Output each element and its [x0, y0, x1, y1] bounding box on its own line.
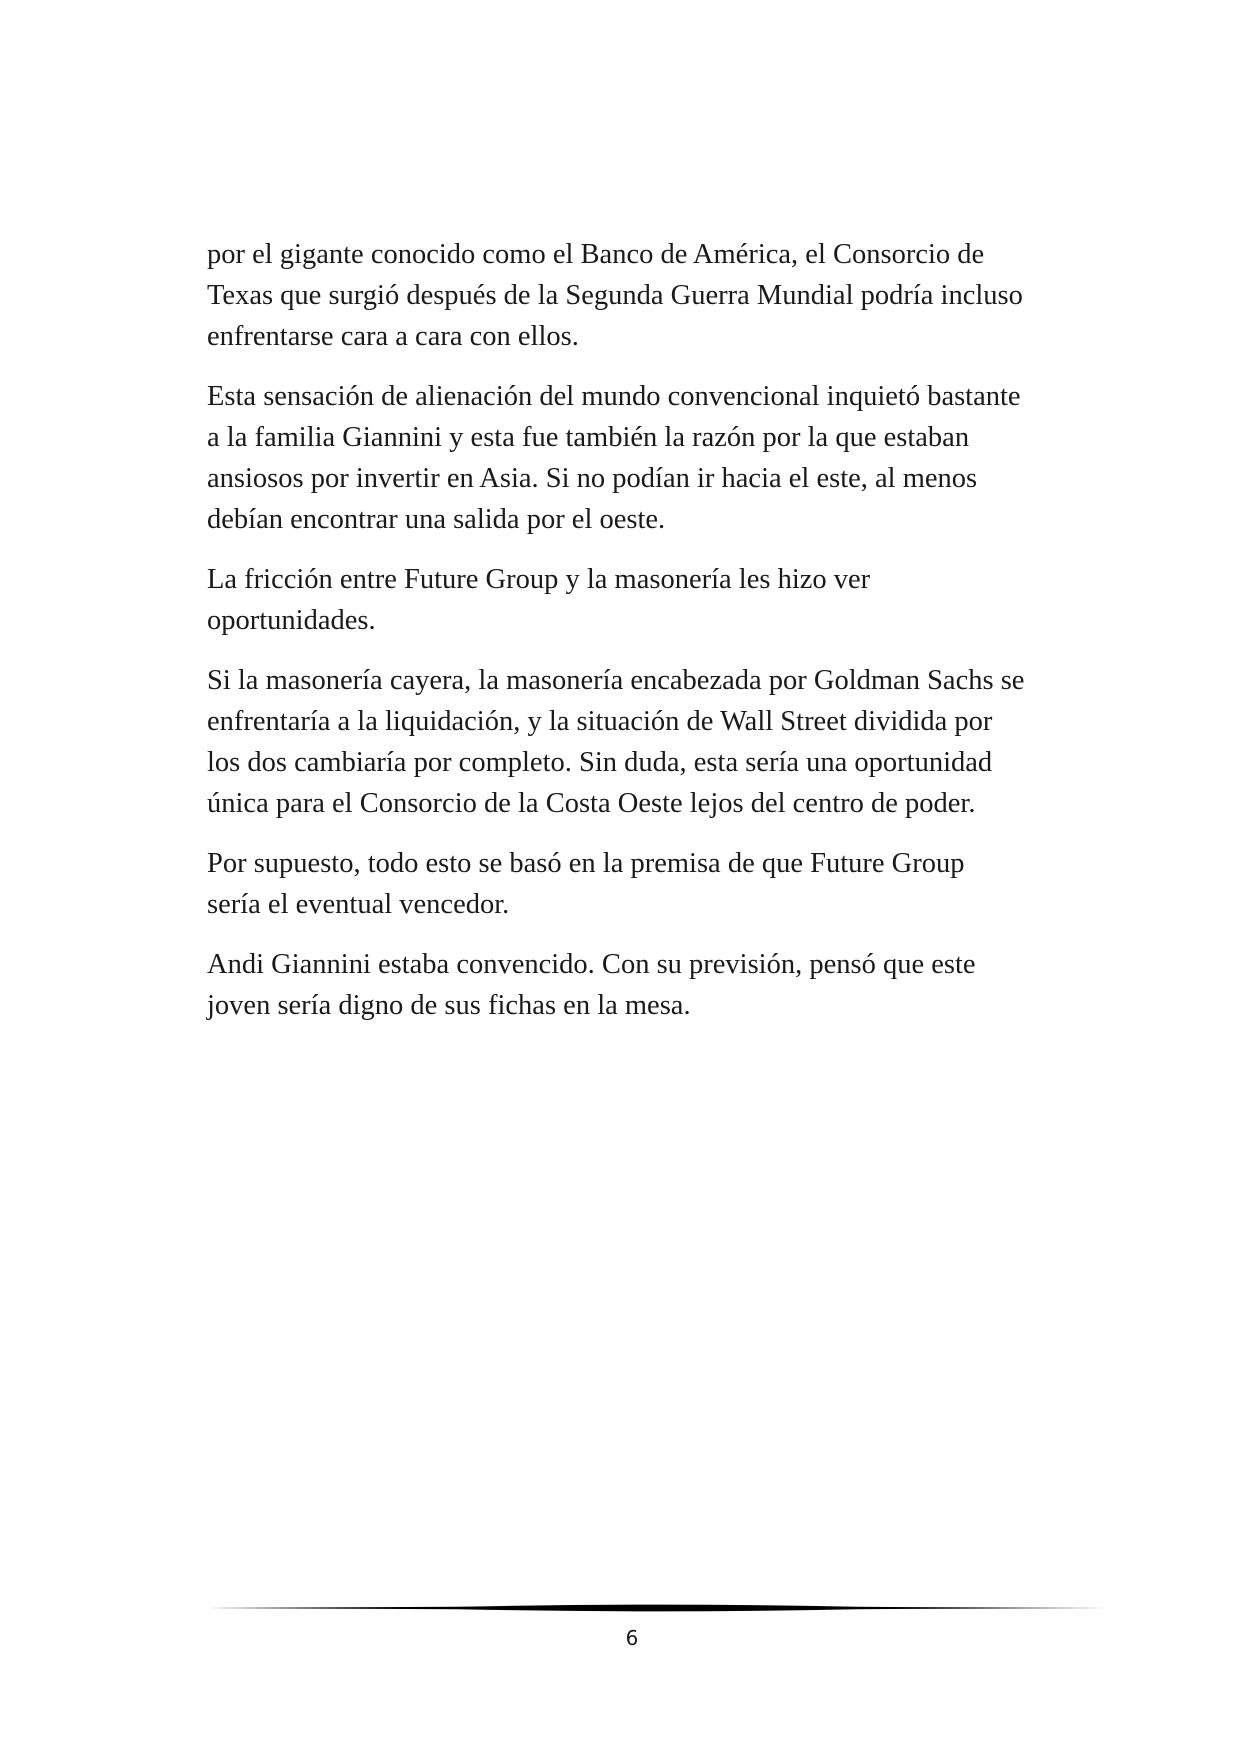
text-line: La fricción entre Future Group y la masonería les hizo ver [207, 564, 871, 595]
body-text [207, 234, 1067, 1045]
paragraph-3 [207, 559, 1067, 641]
text-line: Esta sensación de alienación del mundo convencional inquietó bastante [207, 381, 1021, 412]
text-line: joven sería digno de sus fichas en la mesa. [207, 990, 691, 1021]
text-line: por el gigante conocido como el Banco de América, el Consorcio de [207, 239, 985, 270]
text-line: oportunidades. [207, 605, 376, 636]
paragraph-1 [207, 234, 1067, 357]
page-number: 6 [625, 1626, 639, 1650]
text-line: única para el Consorcio de la Costa Oeste lejos del centro de poder. [207, 788, 976, 819]
paragraph-2 [207, 376, 1067, 540]
text-line: Por supuesto, todo esto se basó en la premisa de que Future Group [207, 848, 965, 879]
text-line: Andi Giannini estaba convencido. Con su previsión, pensó que este [207, 949, 976, 980]
text-line: a la familia Giannini y esta fue también la razón por la que estaban [207, 422, 970, 453]
text-line: ansiosos por invertir en Asia. Si no podían ir hacia el este, al menos [207, 463, 978, 494]
text-line: sería el eventual vencedor. [207, 889, 510, 920]
text-line: Si la masonería cayera, la masonería encabezada por Goldman Sachs se [207, 665, 1025, 696]
footer-divider [207, 1602, 1107, 1614]
paragraph-4 [207, 660, 1067, 824]
text-line: enfrentarse cara a cara con ellos. [207, 321, 579, 352]
text-line: enfrentaría a la liquidación, y la situación de Wall Street dividida por [207, 706, 993, 737]
text-line: Texas que surgió después de la Segunda Guerra Mundial podría incluso [207, 280, 1023, 311]
paragraph-5 [207, 843, 1067, 925]
text-line: debían encontrar una salida por el oeste. [207, 504, 666, 535]
text-line: los dos cambiaría por completo. Sin duda, esta sería una oportunidad [207, 747, 993, 778]
paragraph-6 [207, 944, 1067, 1026]
